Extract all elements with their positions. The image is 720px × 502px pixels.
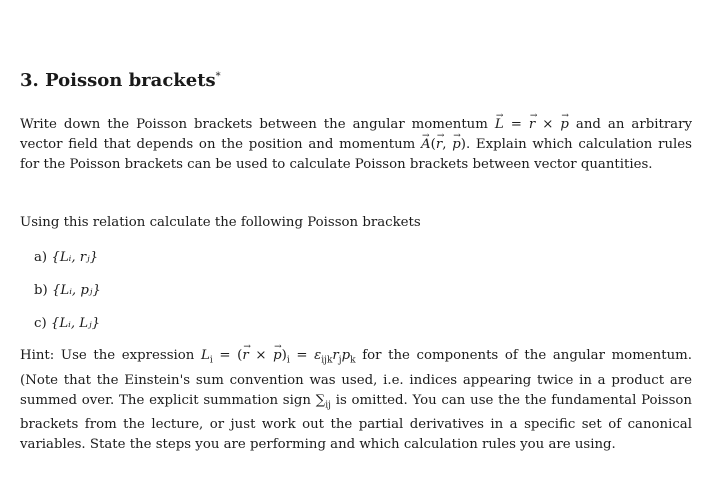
hint-paragraph bbox=[20, 346, 692, 455]
item-expression: {Lᵢ, rⱼ} bbox=[51, 250, 99, 265]
formula-angular-momentum: → L = → r × → p bbox=[495, 117, 576, 132]
item-label: b) bbox=[34, 283, 48, 298]
list-item bbox=[34, 281, 101, 314]
hint-text-2: is omitted. You can use the the fundamental Poisson brackets from the lecture, or just work out the partial derivatives in a specific set of canonical variables. State the steps you are performing and which calculation rules you are using. bbox=[20, 392, 692, 453]
section-heading bbox=[20, 70, 221, 91]
section-title: Poisson brackets bbox=[45, 70, 216, 91]
bracket-list bbox=[34, 248, 101, 347]
hint-lead: Hint: Use the expression bbox=[20, 348, 195, 363]
intro-text-2: and an arbitrary vector field that depends on the position and momentum bbox=[20, 117, 692, 152]
item-label: a) bbox=[34, 250, 48, 265]
formula-vector-field: → A(→ r, → p) bbox=[421, 137, 466, 152]
hint-text-1: for the components of the angular momentum. (Note that the Einstein's sum convention was used, i.e. indices appearing twice in a product are summed over. The explicit summation sign bbox=[20, 348, 692, 408]
section-marker: * bbox=[215, 71, 221, 82]
intro-text-3: . Explain which calculation rules for the Poisson brackets can be used to calculate Poisson brackets between vector quantities. bbox=[20, 137, 692, 172]
item-label: c) bbox=[34, 316, 47, 331]
instruction-text: Using this relation calculate the following Poisson brackets bbox=[20, 215, 421, 230]
item-expression: {Lᵢ, pⱼ} bbox=[51, 283, 101, 298]
formula-sum-sign: $\sum_{ij}$ bbox=[315, 392, 331, 411]
section-number: 3. bbox=[20, 70, 39, 91]
intro-text-1: Write down the Poisson brackets between the angular momentum bbox=[20, 117, 488, 132]
formula-components: $L_i$ = (→ r × → $p)_i = \varepsilon_{ijk}r_jp_k$ bbox=[201, 348, 356, 363]
item-expression: {Lᵢ, Lⱼ} bbox=[50, 316, 101, 331]
intro-paragraph bbox=[20, 115, 692, 175]
list-item bbox=[34, 314, 101, 347]
list-item bbox=[34, 248, 101, 281]
